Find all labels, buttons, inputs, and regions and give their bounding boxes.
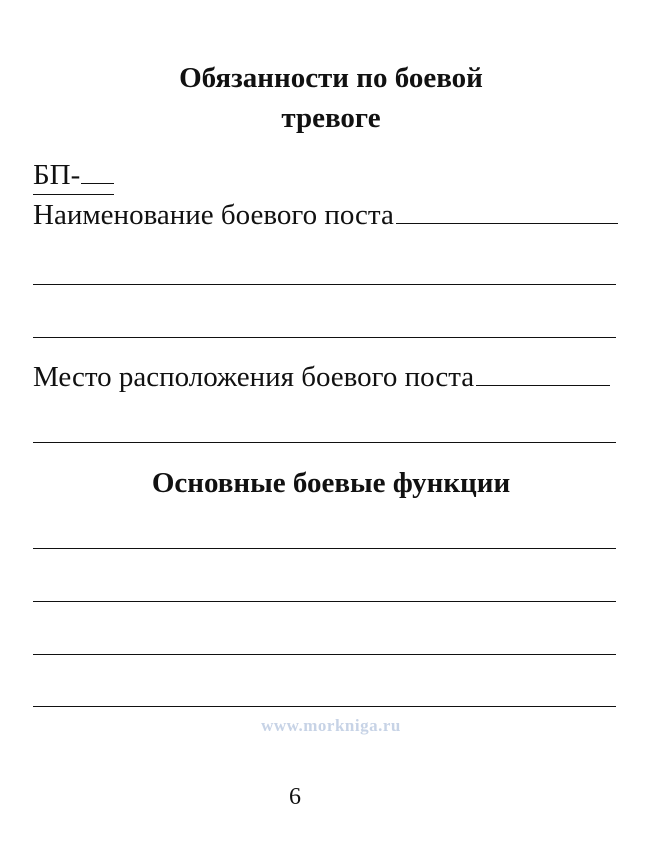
combat-post-number-row	[33, 157, 114, 195]
post-location-row	[33, 360, 610, 394]
post-location-blank	[476, 363, 610, 386]
post-name-row	[33, 198, 618, 232]
functions-blank-line-2	[33, 601, 616, 602]
combat-post-number-text: БП-	[33, 159, 81, 191]
post-name-blank	[396, 201, 618, 224]
watermark: www.morkniga.ru	[261, 716, 401, 735]
functions-blank-line-1	[33, 548, 616, 549]
combat-post-number-blank	[81, 157, 114, 184]
page-number: 6	[289, 784, 301, 810]
post-name-blank-line-1	[33, 284, 616, 285]
page-title-line-2: тревоге	[281, 102, 381, 134]
section-title: Основные боевые функции	[151, 467, 511, 499]
functions-blank-line-4	[33, 706, 616, 707]
post-name-label: Наименование боевого поста	[33, 199, 394, 231]
post-location-label: Место расположения боевого поста	[33, 361, 475, 393]
page-title-line-1: Обязанности по боевой	[179, 62, 483, 94]
functions-blank-line-3	[33, 654, 616, 655]
post-location-blank-line	[33, 442, 616, 443]
combat-post-number-label	[33, 157, 114, 195]
post-name-blank-line-2	[33, 337, 616, 338]
